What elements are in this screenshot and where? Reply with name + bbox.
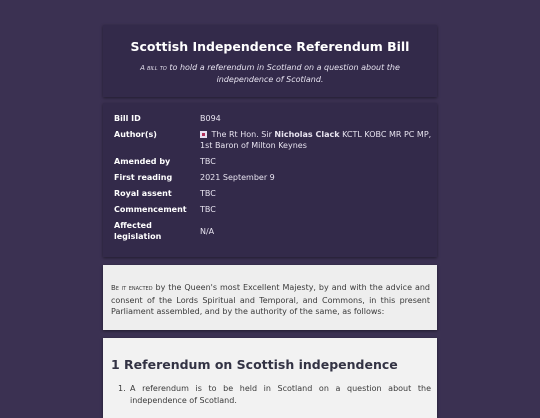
bill-info-panel xyxy=(103,103,437,257)
info-value: TBC xyxy=(200,189,216,198)
bill-subtitle xyxy=(117,62,423,85)
title-panel xyxy=(103,25,437,97)
info-key: First reading xyxy=(114,173,173,182)
info-value xyxy=(200,129,432,156)
subtitle-prefix: A bill to xyxy=(140,64,167,72)
info-row-first-reading xyxy=(114,172,432,188)
clause-text: A referendum is to be held in Scotland on a question about the independence of Scotland. xyxy=(130,384,431,405)
info-value: B094 xyxy=(200,114,221,123)
section-heading: 1 Referendum on Scottish independence xyxy=(111,357,398,372)
bill-info-table xyxy=(114,113,432,242)
info-key: Amended by xyxy=(114,157,171,166)
clause-number: 1. xyxy=(118,384,126,393)
info-row-authors xyxy=(114,129,432,156)
clause-item xyxy=(118,383,431,406)
info-key: Commencement xyxy=(114,205,187,214)
enacting-text: by the Queen's most Excellent Majesty, by and with the advice and consent of the Lords Spiritual and Temporal, and Commons, in this present Parliament assembled, and by the authority of the same, as follows: xyxy=(111,283,431,316)
info-key: Author(s) xyxy=(114,130,157,139)
info-row-affected-legislation xyxy=(114,220,432,242)
info-value: N/A xyxy=(200,226,215,236)
bill-title: Scottish Independence Referendum Bill xyxy=(130,39,410,54)
info-value: 2021 September 9 xyxy=(200,173,275,182)
flag-icon xyxy=(200,131,207,138)
info-row-bill-id xyxy=(114,113,432,129)
info-key: Bill ID xyxy=(114,114,141,123)
info-key: Affected legislation xyxy=(114,221,162,241)
subtitle-text: to hold a referendum in Scotland on a question about the independence of Scotland. xyxy=(169,63,400,84)
info-value: TBC xyxy=(200,205,216,214)
enacting-lead: Be it enacted xyxy=(111,284,153,292)
info-row-amended-by xyxy=(114,156,432,172)
author-prefix: The Rt Hon. Sir xyxy=(211,130,272,139)
info-row-royal-assent xyxy=(114,188,432,204)
info-value: TBC xyxy=(200,157,216,166)
enacting-formula xyxy=(111,282,430,318)
info-key: Royal assent xyxy=(114,189,172,198)
enacting-formula-panel xyxy=(103,265,437,330)
author-suffix: KCTL KOBC MR PC MP, 1st Baron of Milton Keynes xyxy=(200,130,432,150)
info-row-commencement xyxy=(114,204,432,220)
author-name[interactable]: Nicholas Clack xyxy=(274,130,340,139)
section-panel xyxy=(103,338,437,418)
